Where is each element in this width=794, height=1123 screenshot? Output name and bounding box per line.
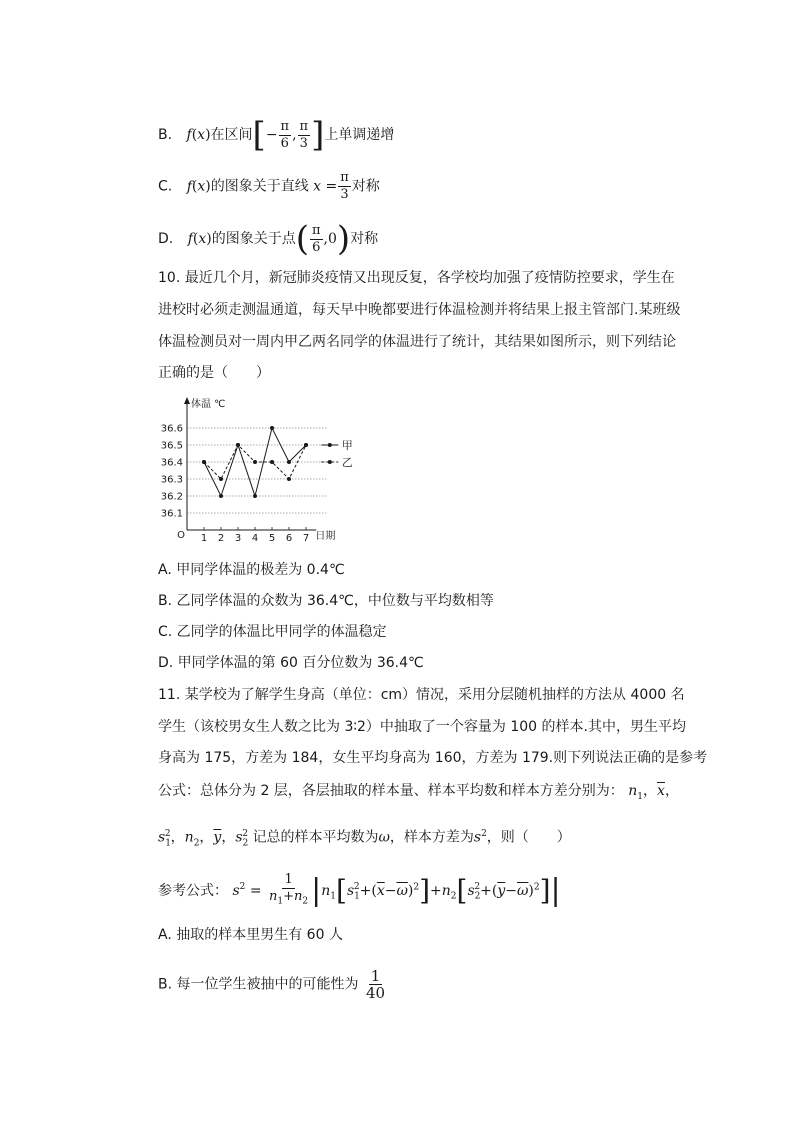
option-text: 上单调递增 (324, 127, 395, 143)
option-text: 的图象关于点 (211, 231, 296, 247)
series-2-point (236, 443, 240, 447)
frac-den: 40 (365, 984, 386, 1002)
x-tick-label: 3 (234, 533, 242, 544)
series-1-point (219, 494, 223, 498)
q9-option-c: C. f(x)的图象关于直线 x = $\frac{\pi}{3}$ 对称 (158, 170, 380, 202)
q10-line-1: 10. 最近几个月，新冠肺炎疫情又出现反复，各学校均加强了疫情防控要求，学生在 (158, 270, 675, 286)
option-letter: B. (158, 127, 173, 143)
point-y: 0 (327, 231, 337, 247)
q10-line-4: 正确的是（ ） (158, 365, 270, 381)
y-axis-arrow (184, 397, 190, 404)
equation: x = (313, 178, 338, 195)
series-2-point (287, 477, 291, 481)
q11-option-b (158, 968, 388, 1001)
series-2-point (253, 460, 257, 464)
q11-line-2: 学生（该校男女生人数之比为 3∶2）中抽取了一个容量为 100 的样本.其中，男生平均 (158, 719, 686, 735)
option-text: 对称 (351, 178, 380, 195)
frac-den: 3 (299, 135, 308, 151)
frac-num: π (280, 118, 290, 134)
y-tick-label: 36.4 (160, 457, 183, 469)
option-text: 对称 (350, 231, 379, 247)
series-1-point (287, 460, 291, 464)
q11-formula: 参考公式： $s^2$ = $\frac{1}{n_1+n_2}$ $|n_1[s_1^2+(\overline{x}-\overline{\omega})^2]+n_2[s_2^2+(\overline{y}-\overline{\omega})^2]|$ (158, 872, 561, 908)
option-text: B. 每一位学生被抽中的可能性为 (158, 976, 359, 993)
series-2-point (270, 460, 274, 464)
q10-line-2: 进校时必须走测温通道，每天早中晚都要进行体温检测并将结果上报主管部门.某班级 (158, 302, 681, 318)
q11-line-5-text: 记总的样本平均数为 (252, 829, 379, 846)
y-tick-label: 36.1 (160, 508, 183, 520)
origin-label: O (177, 530, 185, 541)
x-tick-label: 1 (200, 533, 208, 544)
x-tick-label: 5 (268, 533, 276, 544)
q11-option-a: A. 抽取的样本里男生有 60 人 (158, 927, 343, 943)
legend-marker-2 (328, 460, 332, 464)
frac-num: 1 (370, 967, 381, 985)
option-letter: C. (158, 178, 173, 195)
q10-line-3: 体温检测员对一周内甲乙两名同学的体温进行了统计，其结果如图所示，则下列结论 (158, 334, 676, 350)
series-2-point (304, 443, 308, 447)
x-tick-label: 7 (302, 533, 310, 544)
legend-marker-1 (328, 443, 332, 447)
q10-option-d: D. 甲同学体温的第 60 百分位数为 36.4℃ (158, 655, 424, 671)
option-text: 的图象关于直线 (210, 178, 309, 195)
frac-num: π (299, 118, 309, 134)
x-tick-label: 4 (251, 533, 259, 544)
temperature-line-chart (155, 393, 385, 545)
y-axis-label: 体温 ℃ (191, 399, 226, 410)
series-1-point (253, 494, 257, 498)
frac-den: 6 (280, 135, 289, 151)
option-text: 在区间 (210, 127, 253, 143)
series-2-point (219, 477, 223, 481)
q10-option-c: C. 乙同学的体温比甲同学的体温稳定 (158, 624, 387, 640)
q11-line-5-text: ，样本方差为 (389, 829, 474, 846)
q10-option-a: A. 甲同学体温的极差为 0.4℃ (158, 562, 345, 578)
frac-den: 6 (312, 239, 321, 255)
x-axis-label: 日期 (315, 531, 336, 542)
q11-line-4-text: 公式：总体分为 2 层，各层抽取的样本量、样本平均数和样本方差分别为： (158, 783, 624, 799)
series-2-point (202, 460, 206, 464)
x-tick-label: 6 (285, 533, 293, 544)
q11-line-5-text: ，则（ ） (486, 829, 571, 846)
q11-line-3: 身高为 175，方差为 184，女生平均身高为 160，方差为 179.则下列说法正确的是参考 (158, 750, 708, 766)
formula-label: 参考公式： (158, 882, 228, 899)
y-tick-label: 36.3 (160, 474, 183, 486)
x-tick-label: 2 (217, 533, 225, 544)
y-tick-label: 36.5 (160, 440, 183, 452)
q9-option-b: B. f(x)在区间[− $\frac{\pi}{6}$ , $\frac{\pi}{3}$ ]上单调递增 (158, 115, 395, 155)
frac-num: π (340, 170, 349, 185)
q9-option-d: D. f(x)的图象关于点( $\frac{\pi}{6}$ ,0)对称 (158, 219, 379, 259)
y-tick-label: 36.2 (160, 491, 183, 503)
option-letter: D. (158, 231, 174, 247)
legend-label-1: 甲 (341, 439, 353, 452)
q11-line-5: $s_1^2$，$n_2$，$\overline{y}$，$s_2^2$ 记总的样本平均数为ω，样本方差为$s^2$，则（ ） (158, 829, 571, 849)
legend-label-2: 乙 (341, 456, 353, 469)
q11-line-4: 公式：总体分为 2 层，各层抽取的样本量、样本平均数和样本方差分别为： $n_1$，$\overline{x}$， (158, 783, 679, 802)
series-1-point (270, 426, 274, 430)
frac-den: 3 (340, 187, 349, 202)
q11-line-1: 11. 某学校为了解学生身高（单位：cm）情况，采用分层随机抽样的方法从 4000 名 (158, 687, 685, 703)
q10-option-b: B. 乙同学体温的众数为 36.4℃，中位数与平均数相等 (158, 593, 494, 609)
frac-num: π (311, 222, 321, 238)
y-tick-label: 36.6 (160, 423, 183, 435)
